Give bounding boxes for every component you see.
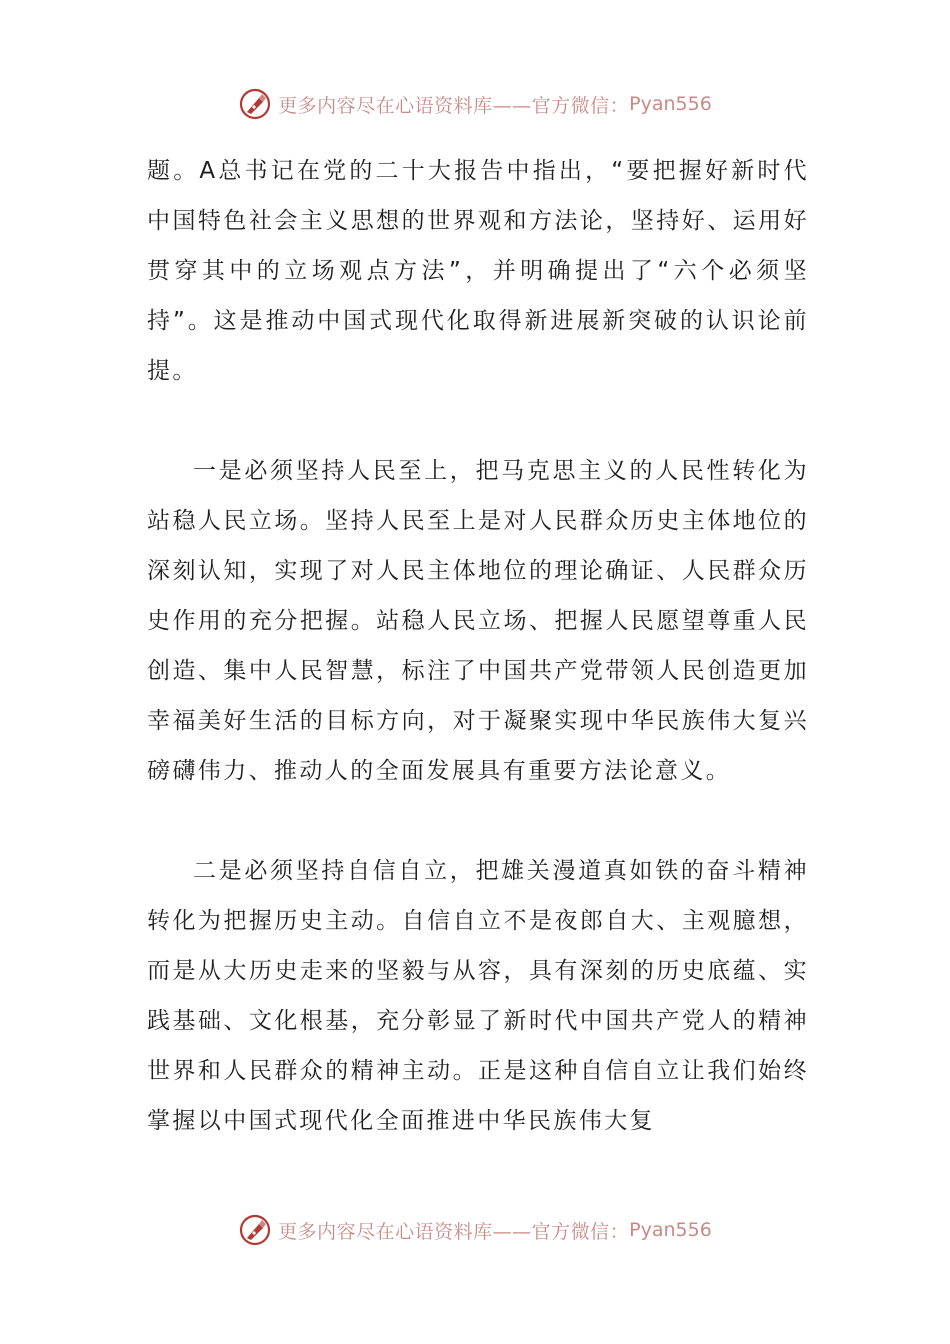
paragraph-point-one: 一是必须坚持人民至上，把马克思主义的人民性转化为站稳人民立场。坚持人民至上是对人民群众历史主体地位的深刻认知，实现了对人民主体地位的理论确证、人民群众历史作用的充分把握。站稳人民立场、把握人民愿望尊重人民创造、集中人民智慧，标注了中国共产党带领人民创造更加幸福美好生活的目标方向，对于凝聚实现中华民族伟大复兴磅礴伟力、推动人的全面发展具有重要方法论意义。 bbox=[147, 458, 809, 784]
paragraph-spacer bbox=[147, 796, 809, 846]
paragraph-continuation: 题。A总书记在党的二十大报告中指出，“要把握好新时代中国特色社会主义思想的世界观和方法论，坚持好、运用好贯穿其中的立场观点方法”，并明确提出了“六个必须坚持”。这是推动中国式现代化取得新进展新突破的认识论前提。 bbox=[147, 158, 809, 384]
document-body bbox=[147, 146, 809, 1146]
pen-nib-circle-icon bbox=[238, 87, 272, 121]
header-watermark bbox=[0, 84, 950, 124]
watermark-account: Pyan556 bbox=[629, 93, 712, 115]
pen-nib-circle-icon bbox=[238, 1213, 272, 1247]
paragraph-point-two: 二是必须坚持自信自立，把雄关漫道真如铁的奋斗精神转化为把握历史主动。自信自立不是夜郎自大、主观臆想，而是从大历史走来的坚毅与从容，具有深刻的历史底蕴、实践基础、文化根基，充分彰显了新时代中国共产党人的精神世界和人民群众的精神主动。正是这种自信自立让我们始终掌握以中国式现代化全面推进中华民族伟大复 bbox=[147, 858, 809, 1134]
paragraph-spacer bbox=[147, 396, 809, 446]
watermark-text: 更多内容尽在心语资料库——官方微信： bbox=[278, 1220, 630, 1243]
watermark-account: Pyan556 bbox=[629, 1219, 712, 1241]
footer-watermark bbox=[0, 1210, 950, 1250]
watermark-text: 更多内容尽在心语资料库——官方微信： bbox=[278, 94, 630, 117]
